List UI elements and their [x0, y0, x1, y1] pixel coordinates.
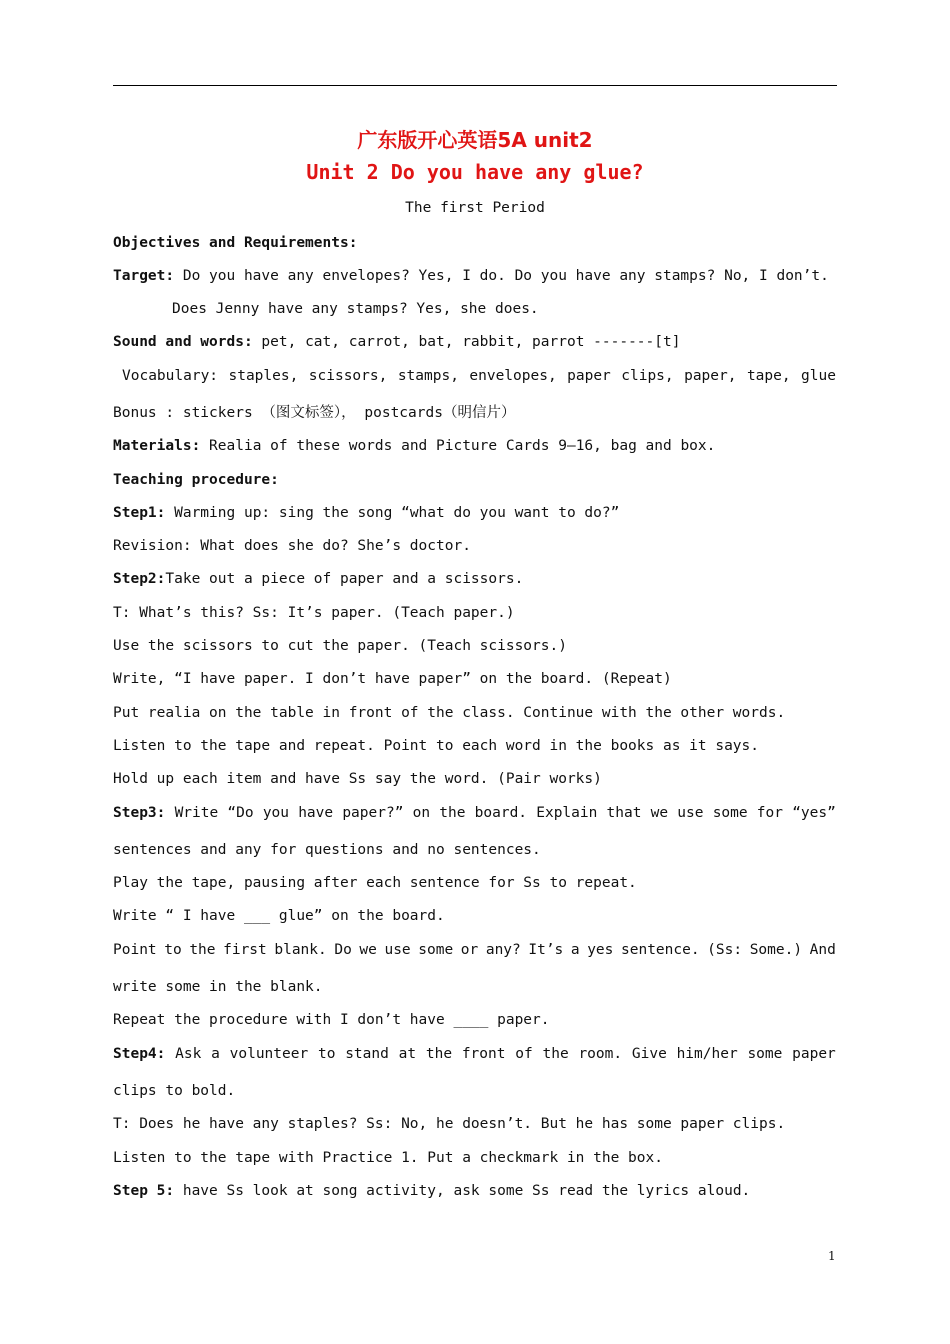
point-continuation: write some in the blank.	[113, 979, 323, 995]
listen-line: Listen to the tape and repeat. Point to each word in the books as it says.	[113, 738, 760, 754]
title-chinese: 广东版开心英语5A unit2	[357, 128, 593, 152]
t-dialogue-line: T: What’s this? Ss: It’s paper. (Teach paper.)	[113, 605, 515, 621]
bonus-line: Bonus : stickers （图文标签）， postcards（明信片）	[113, 405, 516, 421]
objectives-heading: Objectives and Requirements:	[113, 235, 358, 251]
t-staples-line: T: Does he have any staples? Ss: No, he doesn’t. But he has some paper clips.	[113, 1116, 786, 1132]
hold-up-line: Hold up each item and have Ss say the word. (Pair works)	[113, 771, 602, 787]
use-scissors-line: Use the scissors to cut the paper. (Teach scissors.)	[113, 638, 567, 654]
revision-line: Revision: What does she do? She’s doctor.	[113, 538, 471, 554]
repeat-procedure-line: Repeat the procedure with I don’t have ____ paper.	[113, 1012, 550, 1028]
step3-continuation: sentences and any for questions and no sentences.	[113, 842, 541, 858]
listen-practice-line: Listen to the tape with Practice 1. Put a checkmark in the box.	[113, 1150, 663, 1166]
subtitle: The first Period	[405, 200, 545, 216]
step3-line: Step3: Write “Do you have paper?” on the board. Explain that we use some for “yes”	[113, 805, 836, 821]
step4-continuation: clips to bold.	[113, 1083, 236, 1099]
step4-line: Step4: Ask a volunteer to stand at the front of the room. Give him/her some paper	[113, 1046, 836, 1062]
vocabulary-line: Vocabulary: staples, scissors, stamps, envelopes, paper clips, paper, tape, glue	[122, 368, 836, 384]
target-line: Target: Do you have any envelopes? Yes, I do. Do you have any stamps? No, I don’t.	[113, 268, 829, 284]
put-realia-line: Put realia on the table in front of the class. Continue with the other words.	[113, 705, 786, 721]
sound-words-line: Sound and words: pet, cat, carrot, bat, rabbit, parrot -------[t]	[113, 334, 681, 350]
header-rule	[113, 85, 837, 86]
title-english: Unit 2 Do you have any glue?	[306, 160, 644, 184]
step5-line: Step 5: have Ss look at song activity, ask some Ss read the lyrics aloud.	[113, 1183, 751, 1199]
play-tape-line: Play the tape, pausing after each sentence for Ss to repeat.	[113, 875, 637, 891]
step2-line: Step2:Take out a piece of paper and a scissors.	[113, 571, 524, 587]
target-line-2: Does Jenny have any stamps? Yes, she does.	[172, 301, 539, 317]
step1-line: Step1: Warming up: sing the song “what do you want to do?”	[113, 505, 620, 521]
point-blank-line: Point to the first blank. Do we use some or any? It’s a yes sentence. (Ss: Some.) And	[113, 942, 836, 958]
write-line: Write, “I have paper. I don’t have paper” on the board. (Repeat)	[113, 671, 672, 687]
teaching-heading: Teaching procedure:	[113, 472, 279, 488]
write-glue-line: Write “ I have ___ glue” on the board.	[113, 908, 445, 924]
page-number: 1	[828, 1249, 836, 1263]
materials-line: Materials: Realia of these words and Picture Cards 9—16, bag and box.	[113, 438, 716, 454]
